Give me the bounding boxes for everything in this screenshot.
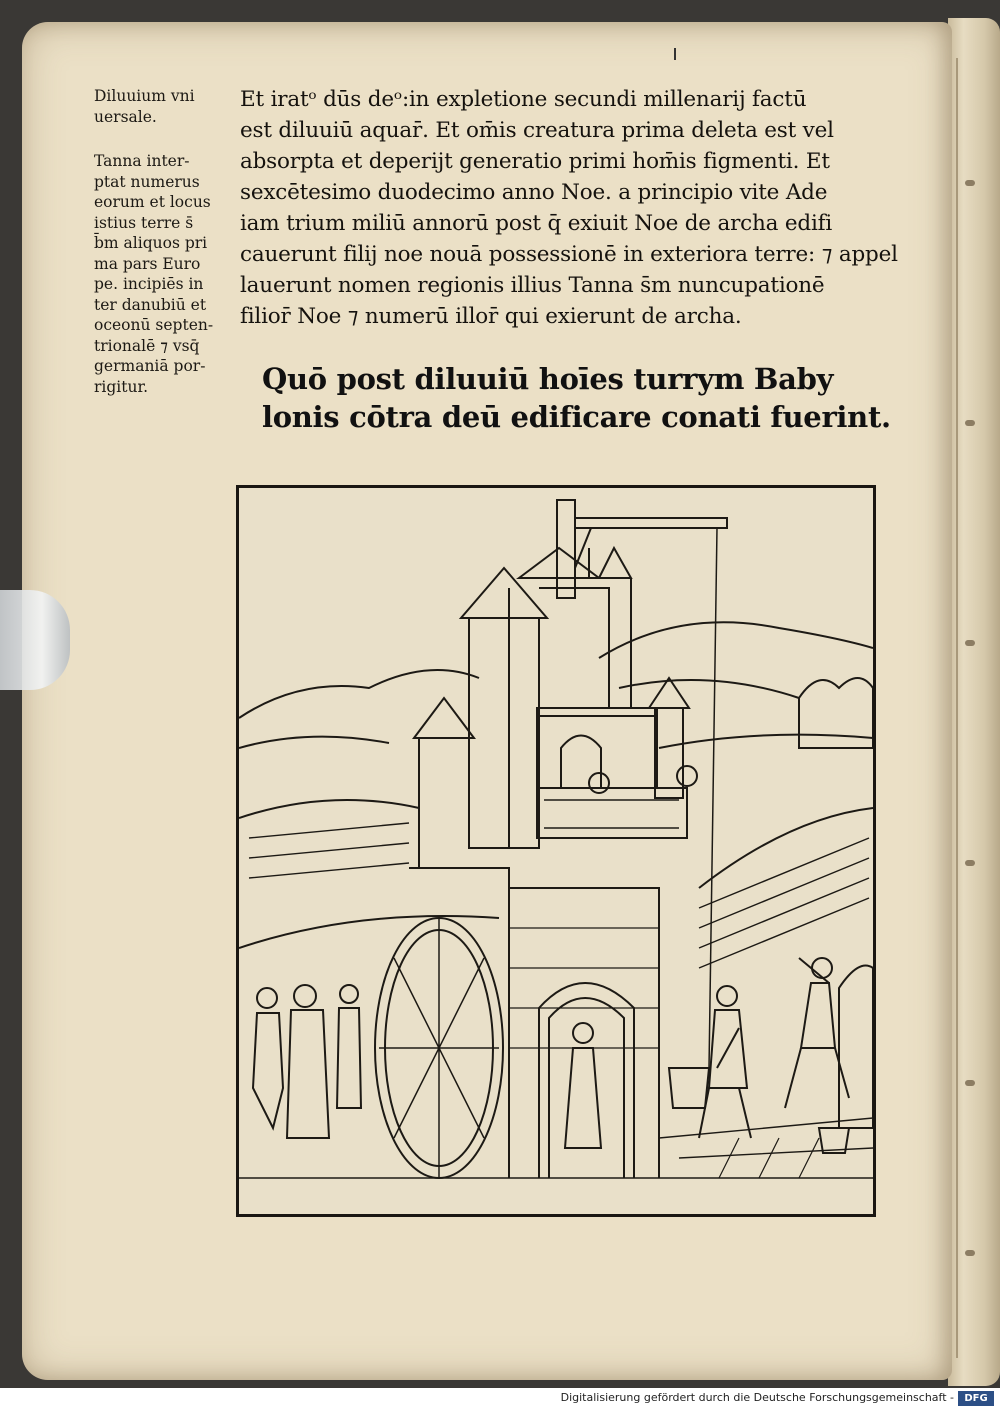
page-edge-line	[956, 58, 958, 1358]
page-mark	[674, 48, 676, 60]
binding-stitch	[965, 1080, 975, 1086]
binding-stitch	[965, 860, 975, 866]
margin-note-tanna: Tanna inter- ptat numerus eorum et locus istius terre s̄ b̄m aliquos pri ma pars Euro pe. incipiēs in ter danubiū et oceonū septen- trionalē ⁊ vsq̄ germaniā por- rigitur.	[94, 152, 214, 396]
body-text	[240, 84, 900, 332]
marginal-notes	[94, 86, 234, 421]
body-line: cauerunt filij noe nouā possessionē in exteriora terre: ⁊ appel	[240, 242, 898, 267]
body-line: lauerunt nomen regionis illius Tanna s̄m nuncupationē	[240, 273, 825, 298]
binding-stitch	[965, 180, 975, 186]
body-line: filior̄ Noe ⁊ numerū illor̄ qui exierunt de archa.	[240, 304, 742, 329]
dfg-logo-icon: DFG	[958, 1391, 994, 1406]
woodcut-tower-of-babel-icon	[236, 485, 876, 1217]
binding-stitch	[965, 1250, 975, 1256]
binding-stitch	[965, 420, 975, 426]
woodcut-drawing	[239, 488, 873, 1214]
book-clamp	[0, 590, 70, 690]
body-line: est diluuiū aquar̄. Et om̄is creatura prima deleta est vel	[240, 118, 834, 143]
heading-line: Quō post diluuiū hoīes turrym Baby	[262, 362, 834, 396]
book-page-edges	[948, 18, 1000, 1386]
body-line: Et iratᵒ dūs deᵒ:in expletione secundi millenarij factū	[240, 87, 807, 112]
body-line: sexcētesimo duodecimo anno Noe. a principio vite Ade	[240, 180, 828, 205]
body-line: iam trium miliū annorū post q̄ exiuit Noe de archa edifi	[240, 211, 833, 236]
binding-stitch	[965, 640, 975, 646]
body-line: absorpta et deperijt generatio primi hom̄is figmenti. Et	[240, 149, 830, 174]
margin-note-diluvium: Diluuium vni uersale.	[94, 87, 195, 126]
footer-bar	[0, 1388, 1000, 1410]
funding-note: Digitalisierung gefördert durch die Deutsche Forschungsgemeinschaft -	[560, 1391, 954, 1404]
heading-line: lonis cōtra deū edificare conati fuerint.	[262, 400, 891, 434]
chapter-heading	[262, 360, 892, 436]
